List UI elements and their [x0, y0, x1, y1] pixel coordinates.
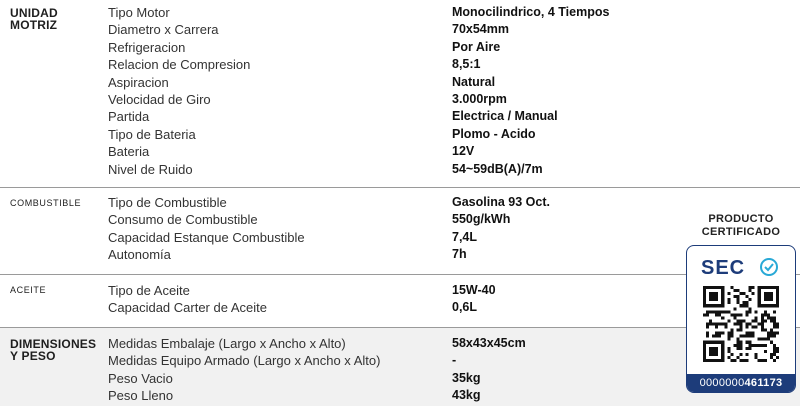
section-divider: [0, 187, 800, 188]
spec-row: [0, 22, 800, 40]
spec-value: Por Aire: [452, 39, 501, 54]
certification-badge: [686, 213, 796, 393]
spec-row: [0, 283, 800, 301]
spec-label: Medidas Equipo Armado (Largo x Ancho x Alto): [108, 353, 381, 369]
certification-card: [686, 245, 796, 393]
spec-value: 15W-40: [452, 283, 496, 297]
spec-label: Nivel de Ruido: [108, 161, 193, 177]
spec-value: 3.000rpm: [452, 92, 507, 106]
spec-row: [0, 212, 800, 230]
spec-label: Peso Vacio: [108, 370, 173, 386]
certification-number: [687, 374, 795, 392]
spec-row: [0, 5, 800, 23]
spec-value: 8,5:1: [452, 57, 481, 72]
category-line: DIMENSIONES: [10, 337, 97, 351]
spec-label: Consumo de Combustible: [108, 212, 258, 228]
spec-label: Capacidad Carter de Aceite: [108, 300, 267, 316]
spec-label: Peso Lleno: [108, 388, 174, 404]
spec-row: [0, 336, 800, 354]
spec-row: [0, 300, 800, 318]
spec-row: [0, 144, 800, 162]
certification-title-line: PRODUCTO: [708, 213, 774, 225]
spec-value: 43kg: [452, 388, 481, 403]
spec-row: [0, 92, 800, 110]
spec-row: [0, 230, 800, 248]
spec-value: Electrica / Manual: [452, 109, 558, 124]
spec-row: [0, 109, 800, 127]
spec-label: Tipo de Bateria: [108, 126, 196, 142]
category-aceite: ACEITE: [10, 285, 47, 295]
qr-code-icon[interactable]: [703, 286, 779, 362]
spec-value: Natural: [452, 74, 496, 89]
spec-value: 7h: [452, 247, 467, 262]
certification-number-suffix: 461173: [744, 377, 783, 389]
certification-title-line: CERTIFICADO: [701, 226, 781, 238]
spec-label: Autonomía: [108, 247, 171, 263]
spec-label: Tipo Motor: [108, 5, 170, 20]
category-combustible: COMBUSTIBLE: [10, 198, 82, 208]
certification-title: [686, 213, 796, 239]
spec-label: Partida: [108, 109, 150, 125]
check-icon: [765, 264, 773, 270]
spec-label: Aspiracion: [108, 74, 169, 90]
spec-row: [0, 247, 800, 265]
spec-value: 550g/kWh: [452, 212, 511, 227]
spec-label: Refrigeracion: [108, 39, 186, 55]
spec-label: Tipo de Combustible: [108, 195, 227, 210]
spec-row: [0, 388, 800, 406]
category-line: Y PESO: [10, 349, 56, 363]
spec-label: Tipo de Aceite: [108, 283, 190, 298]
spec-label: Capacidad Estanque Combustible: [108, 229, 305, 245]
spec-value: Gasolina 93 Oct.: [452, 195, 550, 209]
spec-value: 12V: [452, 144, 475, 159]
category-line: UNIDAD: [10, 6, 58, 20]
sec-logo-text: SEC: [701, 257, 746, 278]
spec-value: 54~59dB(A)/7m: [452, 161, 543, 176]
spec-value: 58x43x45cm: [452, 336, 526, 350]
spec-row: [0, 57, 800, 75]
spec-value: Monocilindrico, 4 Tiempos: [452, 5, 610, 19]
spec-row: [0, 195, 800, 213]
certification-number-prefix: 0000000: [699, 377, 745, 389]
spec-value: Plomo - Acido: [452, 126, 536, 141]
spec-row: [0, 371, 800, 389]
spec-value: -: [452, 353, 457, 368]
spec-value: 35kg: [452, 370, 481, 385]
spec-row: [0, 127, 800, 145]
section-divider: [0, 274, 800, 275]
check-circle-icon: [761, 259, 777, 275]
spec-row: [0, 75, 800, 93]
spec-label: Diametro x Carrera: [108, 22, 219, 38]
section-divider: [0, 327, 800, 328]
spec-label: Velocidad de Giro: [108, 92, 211, 107]
category-line: MOTRIZ: [10, 18, 58, 32]
spec-value: 0,6L: [452, 300, 478, 315]
spec-value: 70x54mm: [452, 22, 509, 37]
spec-value: 7,4L: [452, 229, 478, 244]
spec-row: [0, 162, 800, 180]
spec-label: Relacion de Compresion: [108, 57, 251, 73]
spec-row: [0, 353, 800, 371]
sec-logo: [701, 256, 781, 278]
spec-label: Bateria: [108, 144, 150, 160]
spec-label: Medidas Embalaje (Largo x Ancho x Alto): [108, 336, 346, 351]
spec-row: [0, 40, 800, 58]
